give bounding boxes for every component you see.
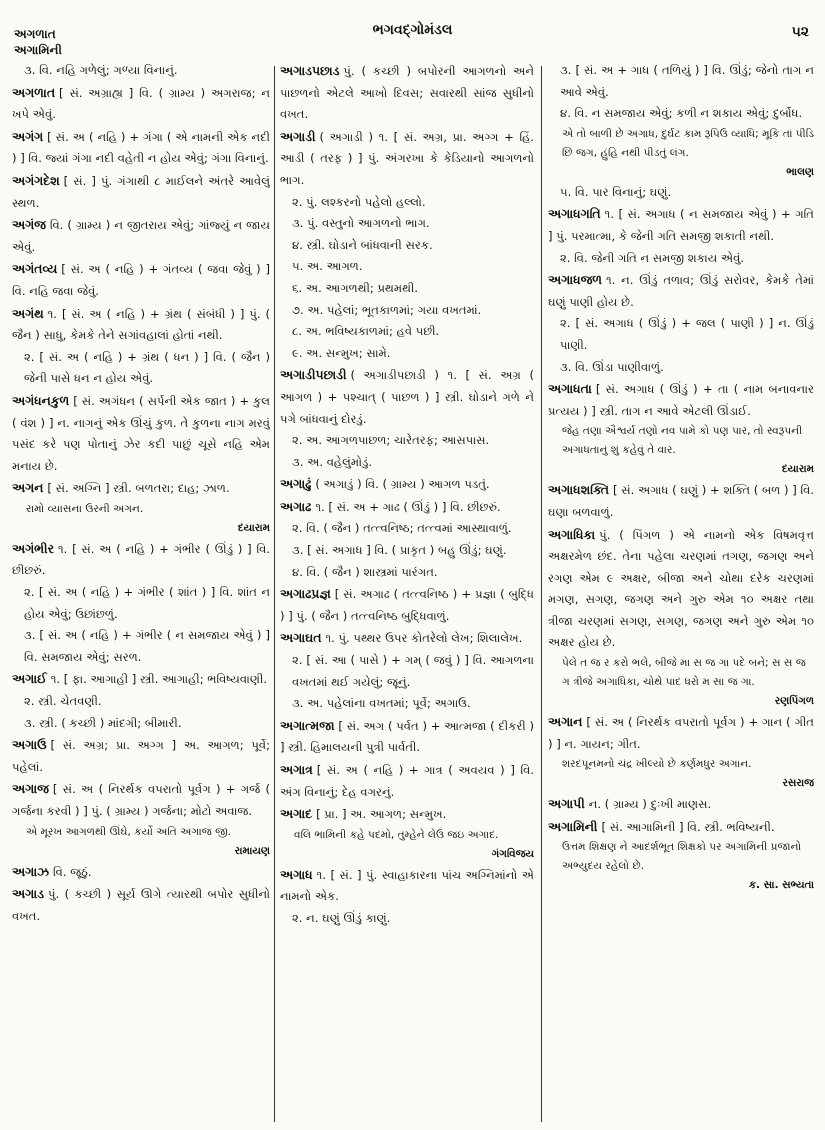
page-header [0,0,825,60]
column-1 [12,60,270,1126]
sub-sense: ૩. સ્ત્રી. ( કચ્છી ) માંદગી; બીમારી. [24,715,182,730]
dictionary-entry [12,861,270,884]
definition: ૧. [ સં. અગાધ ( ન સમજાય એવું ) + ગતિ ] પું. પરમાત્મા, કે જેની ગતિ સમજી શકાતી નથી. [548,207,814,243]
headword: અગામિની [548,818,598,834]
sub-sense: ૬. અ. આગળથી; પ્રથમથી. [292,280,419,295]
headword: અગંભીર [12,540,54,556]
citation-source: ગંગવિજય [491,847,534,860]
headword: અગાદ [280,806,313,822]
sub-sense: ૪. સ્ત્રી. ઘોડાને બાંધવાની સરક. [292,237,433,252]
dictionary-entry [12,82,270,126]
definition: [ સં. આગામિની ] વિ. સ્ત્રી. ભવિષ્યની. [601,819,775,834]
dictionary-entry [280,803,534,826]
dictionary-entry [280,473,534,496]
definition: [ સં. અગ્ર; પ્રા. અગ્ગ ] અ. આગળ; પૂર્વે; પહેલાં. [12,738,270,774]
headword: અગાત્મજા [280,717,335,733]
sub-sense: ૨. વિ. ( જૈન ) તત્ત્વનિષ્ઠ; તત્ત્વમાં આસ્થાવાળું. [292,521,512,536]
dictionary-entry [280,759,534,803]
dictionary-entry [12,170,270,214]
definition: પું. ( કચ્છી ) બપોરની આગળનો અને પાછળનો એટલે આખો દિવસ; સવારથી સાંજ સુધીનો વખત. [280,64,534,122]
dictionary-entry [12,883,270,927]
headword: અગાધતા [548,381,592,397]
dictionary-entry [548,524,814,655]
sub-sense: ૫. અ. આગળ. [292,259,363,274]
sub-sense: ૨. [ સં. અ ( નહિ ) + ગંભીર ( શાંત ) ] વિ. શાંત ન હોય એવું; ઉછાંછળું. [24,585,270,621]
definition: ૧. પું. પથ્થર ઉપર કોતરેલો લેખ; શિલાલેખ. [325,631,523,646]
definition: ( અગાડી ) ૧. [ સં. અગ્ર, પ્રા. અગ્ગ + હિં. આડી ( તરફ ) ] પું. અંગરખા કે કેડિયાનો આગળનો ભાગ. [280,129,534,187]
headword: અગાધજળ [548,272,602,288]
sub-sense: ૯. અ. સન્મુખ; સામે. [292,345,391,360]
definition: ( અગાડું ) વિ. ( ગ્રામ્ય ) આગળ પડતું. [315,477,490,492]
dictionary-entry [12,258,270,302]
dictionary-entry [12,126,270,170]
headword: અગાડી [280,128,316,144]
sub-sense: ૮. અ. ભવિષ્યકાળમાં; હવે પછી. [292,324,440,339]
definition: ૧. ન. ઊંડું તળાવ; ઊંડું સરોવર, કેમકે તેમાં ઘણું પાણી હોય છે. [548,273,814,309]
definition: ૧. [ સં. અ + ગાઢ ( ઊંડું ) ] વિ. છીછરું. [315,499,501,514]
sub-sense: ૨. [ સં. અ ( નહિ ) + ગ્રંથ ( ધન ) ] વિ. ( જૈન ) જેની પાસે ધન ન હોય એવું. [24,349,270,386]
definition: ( અગાડીપછાડી ) ૧. [ સં. અગ્ર ( આગળ ) + પશ્ચાત્ ( પાછળ ) ] સ્ત્રી. ઘોડાને ગળે ને પગે બાંધવાનું દોરડું. [280,368,534,426]
sub-sense: ૩. પું. વસ્તુનો આગળનો ભાગ. [292,216,430,231]
definition: પું. ( પિંગળ ) એ નામનો એક વિષમવૃત્ત અક્ષરમેળ છંદ. તેના પહેલા ચરણમાં તગણ, જગણ અને રગણ એમ ૯ અક્ષર, બીજા અને ચોથા દરેક ચરણમાં મગણ, સગણ, જગણ અને ગુરુ એમ ૧૦ અક્ષર તથા ત્રીજા ચરણમાં સગણ, સગણ, જગણ અને ગુરુ એમ ૧૦ અક્ષર હોય છે. [548,527,814,650]
citation-quote: પેલે ત જ ર કરો ભલે, બીજે મા સ જ ગા પદે બને; સ સ જ ગ ત્રીજે અગાધિકા, ચોથે પાદ ધરો મ સા જ ગા. [562,657,806,689]
dictionary-entry [548,479,814,523]
headword: અગંજ [12,217,46,233]
headword: અગંગ [12,128,44,144]
dictionary-entry [12,778,270,822]
citation-source: રામાયણ [234,844,270,857]
column-3 [548,60,814,1126]
definition: [ સં. અગાધ ( ઊંડું ) + તા ( નામ બનાવનાર પ્રત્યય ) ] સ્ત્રી. તાગ ન આવે એટલી ઊંડાઈ. [548,382,814,418]
dictionary-entry [280,496,534,519]
dictionary-entry [280,60,534,126]
headword: અગાધ [280,866,313,882]
citation-quote: વલિ ભામિની કહે પદમો, તુમ્હેને લેઉં જઇ અગાદ. [294,828,499,841]
sub-sense: ૨. સ્ત્રી. ચેતવણી. [24,694,102,709]
dictionary-entry [548,793,814,816]
sub-sense: ૩. વિ. નહિ ગળેલું; ગળ્યા વિનાનું. [24,63,178,77]
definition: ૧. [ સં. ] પું. સ્વાહાકારના પાંચ અગ્નિમાંનો એ નામનો એક. [280,867,534,904]
column-divider [541,66,542,1122]
sub-sense: ૩. [ સં. અગાધ ] વિ. ( પ્રાકૃત ) બહુ ઊંડું; ઘણું. [292,543,507,558]
headword: અગાધશક્તિ [548,482,609,498]
dictionary-entry [12,214,270,258]
definition: [ સં. અ ( નહિ ) + ગંતવ્ય ( જવા જેવું ) ] વિ. નહિ જવા જેવું. [12,262,270,298]
sub-sense: ૭. અ. પહેલાં; ભૂતકાળમાં; ગયા વખતમાં. [292,302,482,317]
citation-quote: જેહ તણા ઐશ્વર્ય તણો નવ પામે કો પણ પાર, તો સ્વરૂપની અગાધતાનું શું કહેવું તે વાર. [562,425,803,457]
sub-sense: ૪. વિ. ન સમજાય એવું; કળી ન શકાય એવું; દુર્બોધ. [560,106,803,121]
headword: અગાઉ [12,737,47,753]
headword: અગાપી [548,796,585,812]
dictionary-entry [12,734,270,778]
guide-word-first: અગળાત [14,27,56,41]
citation-source: દયારામ [781,463,814,476]
definition: [ સં. ] પું. ગંગાથી ૮ માઈલને અંતરે આવેલું સ્થળ. [12,173,270,210]
headword: અગાઢપ્રજ્ઞ [280,586,331,602]
running-title: ભગવદ્ગોમંડલ [372,22,453,38]
column-divider [274,66,275,1122]
definition: [ સં. અગાધ ( ઘણું ) + શક્તિ ( બળ ) ] વિ. ઘણા બળવાળું. [548,483,814,519]
citation-source: રસરાજ [782,777,814,790]
sub-sense: ૪. વિ. ( જૈન ) શાસ્ત્રમાં પારંગત. [292,564,438,579]
definition: ૧. [ સં. અ ( નહિ ) + ગ્રંથ ( સંબંધી ) ] પું. ( જૈન ) સાધુ, કેમકે તેને સગાંવહાલાં હોતાં નથી. [12,306,270,343]
dictionary-entry [548,378,814,422]
headword: અગાજ [12,781,49,797]
dictionary-entry [280,864,534,908]
headword: અગાઝ [12,863,49,879]
sub-sense: ૨. ન. ઘણું ઊંડું કાણું. [292,910,391,925]
definition: [ સં. અગ્રાહ્ય ] વિ. ( ગ્રામ્ય ) અગરાજ; ન ખપે એવું. [12,85,270,122]
dictionary-entry [548,711,814,755]
sub-sense: ૨. પું. લશ્કરનો પહેલો હલ્લો. [292,194,426,209]
headword: અગાડીપછાડી [280,367,347,383]
headword: અગાડ [12,886,44,902]
dictionary-entry [12,538,270,582]
dictionary-entry [548,203,814,247]
dictionary-entry [548,816,814,839]
definition: [ સં. અ ( નિરર્થક વપરાતો પૂર્વગ ) + ગાન ( ગીત ) ] ન. ગાયન; ગીત. [548,715,814,751]
dictionary-entry [280,583,534,627]
dictionary-entry [12,477,270,500]
definition: ન. ( ગ્રામ્ય ) દુઃખી માણસ. [588,797,712,812]
headword: અગાધિકા [548,526,596,542]
headword: અગાઢું [280,476,312,492]
dictionary-entry [12,668,270,691]
definition: [ સં. અ ( નહિ ) + ગાત્ર ( અવયવ ) ] વિ. અંગ વિનાનું; દેહ વગરનું. [280,763,534,799]
definition: પું. ( કચ્છી ) સૂર્ય ઊગે ત્યારથી બપોર સુધીનો વખત. [12,887,270,923]
dictionary-entry [280,364,534,430]
definition: ૧. [ ફા. આગાહી ] સ્ત્રી. આગાહી; ભવિષ્યવાણી. [50,672,268,687]
sub-sense: ૫. વિ. પાર વિનાનું; ઘણું. [560,184,672,199]
citation-quote: રામો વ્યાસના ઉરની અગન. [26,502,144,515]
headword: અગાઈ [12,671,47,687]
headword: અગંતવ્ય [12,261,58,277]
citation-source: રણપિંગળ [774,695,814,708]
definition: [ સં. અ ( નિરર્થક વપરાતો પૂર્વગ ) + ગર્જ ( ગર્જના કરવી ) ] પું. ( ગ્રામ્ય ) ગર્જના; મોટો અવાજ. [12,782,270,818]
sub-sense: ૩. વિ. ઊંડા પાણીવાળું. [560,359,664,374]
citation-source: ભાલણ [786,165,814,178]
definition: [ પ્રા. ] અ. આગળ; સન્મુખ. [316,807,447,822]
dictionary-entry [12,390,270,477]
definition: [ સં. અગ્નિ ] સ્ત્રી. બળતરા; દાહ; ઝાળ. [47,481,230,496]
sub-sense: ૩. [ સં. અ ( નહિ ) + ગંભીર ( ન સમજાય એવું ) ] વિ. સમજાય એવું; સરળ. [24,628,270,664]
headword: અગંથ [12,305,44,321]
sub-sense: ૩. [ સં. અ + ગાધ ( તળિયું ) ] વિ. ઊંડું; જેનો તાગ ન આવે એવું. [560,63,814,99]
dictionary-entry [280,126,534,192]
definition: [ સં. અગાઢ ( તત્ત્વનિષ્ઠ ) + પ્રજ્ઞા ( બુદ્ધિ ) ] પું. ( જૈન ) તત્ત્વનિષ્ઠ બુદ્ધિવાળું. [280,587,534,623]
citation-source: ક. સા. સભ્યતા [748,879,814,892]
citation-quote: એ તો બાળી છે અગાધ, દુર્ઘટ કામ રૂપિઉ વ્યાધિ; મૂકિ તાં પીડિ છિ જગ, હુંહિ નથી પીડતું લંગ. [562,127,814,159]
sub-sense: ૨. [ સં. આ ( પાસે ) + ગમ્ ( જવું ) ] વિ. આગળના વખતમાં થઈ ગયેલું; જૂનું. [292,653,534,689]
headword: અગાધગતિ [548,206,601,222]
headword: અગાઢ [280,498,312,514]
headword: અગાઘત [280,630,322,646]
page-number: ૫૨ [791,24,809,40]
column-2 [280,60,534,1126]
headword: અગાત્ર [280,762,313,777]
definition: ૧. [ સં. અ ( નહિ ) + ગંભીર ( ઊંડું ) ] વિ. છીછરું. [12,541,270,578]
dictionary-entry [548,269,814,313]
headword: અગંધનકુળ [12,392,70,408]
sub-sense: ૨. વિ. જેની ગતિ ન સમજી શકાય એવું. [560,250,745,265]
dictionary-entry [280,627,534,650]
dictionary-entry [280,715,534,759]
citation-quote: શરદપૂનમનો ચંદ્ર ખીલ્યો છે કર્ણમધુર અગાન. [562,758,752,771]
headword: અગાન [548,714,583,730]
citation-quote: એ મૂરખ આગળથી ઊંઘે, કર્યો અતિ અગાજ જી. [26,825,232,838]
sub-sense: ૩. અ. વહેલુંમોડું. [292,454,373,469]
dictionary-entry [12,303,270,347]
headword: અગન [12,480,44,496]
sub-sense: ૩. અ. પહેલાંના વખતમાં; પૂર્વે; અગાઉ. [292,696,471,711]
definition: [ સં. અગ ( પર્વત ) + આત્મજા ( દીકરી ) ] સ્ત્રી. હિમાલયની પુત્રી પાર્વતી. [280,718,534,755]
definition: વિ. ( ગ્રામ્ય ) ન જીતરાય એવું; ગાંજ્યું ન જાય એવું. [12,218,270,254]
sub-sense: ૨. [ સં. અગાધ ( ઊંડું ) + જલ ( પાણી ) ] ન. ઊંડું પાણી. [560,316,814,352]
headword: અગળાત [12,84,56,100]
guide-word-last: અગામિની [14,43,62,57]
citation-source: દયારામ [237,521,270,534]
headword: અગંગદેશ [12,172,60,188]
headword: અગાડપછાડ [280,63,340,78]
definition: [ સં. અ ( નહિ ) + ગંગા ( એ નામની એક નદી ) ] વિ. જ્યાં ગંગા નદી વહેતી ન હોય એવું; ગંગા વિનાનું. [12,129,270,166]
definition: [ સં. અગંધન ( સર્પની એક જાત ) + કુલ ( વંશ ) ] ન. નાગનું એક ઊંચું કુળ. તે કુળના નાગ મરવું પસંદ કરે પણ પોતાનું ઝેર કદી પાછું ચૂસે નહિ એમ મનાય છે. [12,393,270,473]
definition: વિ. જૂઠું. [52,864,92,879]
citation-quote: ઉત્તમ શિક્ષણ ને આદર્શભૂત શિક્ષકો પર અગામિની પ્રજાનો અભ્યુદય રહેલો છે. [562,841,802,873]
sub-sense: ૨. અ. આગળપાછળ; ચારેતરફ; આસપાસ. [292,433,490,448]
